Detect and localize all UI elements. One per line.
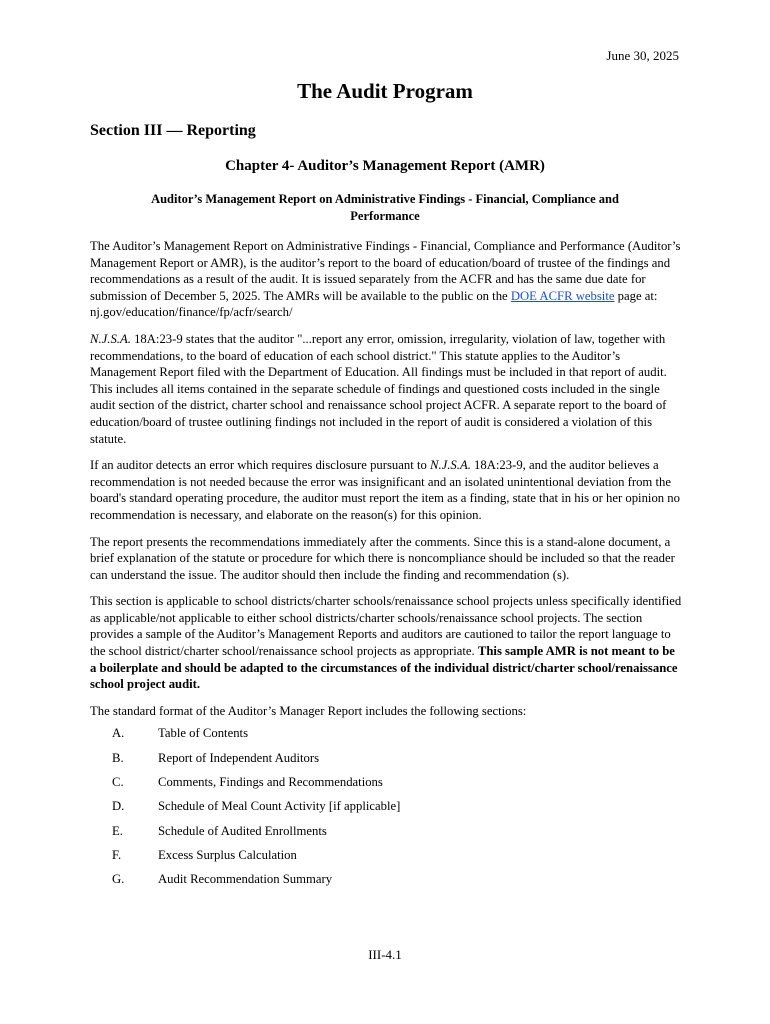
- paragraph-statute: [90, 331, 682, 447]
- paragraph-applicability: [90, 593, 682, 693]
- list-item: [90, 750, 682, 774]
- list-item-letter: F.: [112, 847, 122, 862]
- list-item-letter: A.: [112, 726, 125, 741]
- list-item-label: Schedule of Meal Count Activity [if applicable]: [158, 799, 401, 814]
- list-item-label: Schedule of Audited Enrollments: [158, 823, 327, 838]
- list-item: [90, 847, 682, 871]
- list-item-letter: C.: [112, 775, 124, 790]
- paragraph-text: If an auditor detects an error which requires disclosure pursuant to: [90, 458, 430, 473]
- list-item-letter: B.: [112, 750, 124, 765]
- document-title: The Audit Program: [297, 79, 473, 103]
- list-item-label: Audit Recommendation Summary: [158, 872, 333, 887]
- report-sections-list: [90, 725, 682, 895]
- list-item: [90, 823, 682, 847]
- list-item: [90, 774, 682, 798]
- paragraph-text: The Auditor’s Management Report on Administrative Findings - Financial, Compliance and Performance (Auditor’s Management Report or AMR), is the auditor’s report to the board of education/board of trustee of the findings and recommendations as a result of the audit. It is issued separately from the ACFR and has the same due date for submission of December 5, 2025. The AMRs will be available to the public on the: [90, 239, 681, 303]
- paragraph-amr-overview: [90, 238, 682, 321]
- statute-citation: N.J.S.A.: [90, 331, 131, 346]
- paragraph-text: 18A:23-9 states that the auditor "...report any error, omission, irregularity, violation of law, together with recommendations, to the board of education of each school district." This statute applies to the Auditor’s Management Report filed with the Department of Education. All findings must be included in that report of audit. This includes all items contained in the separate schedule of findings and questioned costs included in the single audit section of the district, charter school and renaissance school project ACFR. A separate report to the board of education/board of trustee outlining findings not included in the report of audit is considered a violation of this statute.: [90, 331, 667, 446]
- paragraph-text: The report presents the recommendations immediately after the comments. Since this is a stand-alone document, a brief explanation of the statute or procedure for which there is noncompliance should be included so that the reader can understand the issue. The auditor should then include the finding and recommendation (s).: [90, 534, 675, 582]
- list-item-label: Table of Contents: [158, 726, 249, 741]
- paragraph-text: This section is applicable to school districts/charter schools/renaissance school projects unless specifically identified as applicable/not applicable to either school districts/charter schools/renaissance school projects. The section provides a sample of the Auditor’s Management Reports and auditors are cautioned to tailor the report language to the school district/charter school/renaissance school projects as appropriate.: [90, 594, 682, 659]
- list-item: [90, 725, 682, 749]
- paragraph-text: The standard format of the Auditor’s Manager Report includes the following sections:: [90, 703, 527, 718]
- list-item: [90, 871, 682, 895]
- section-heading: Section III — Reporting: [90, 122, 256, 139]
- report-subtitle: Auditor’s Management Report on Administrative Findings - Financial, Compliance and Performance: [151, 192, 619, 223]
- list-item: [90, 798, 682, 822]
- list-item-letter: G.: [112, 872, 125, 887]
- boilerplate-warning: This sample AMR is not meant to be a boilerplate and should be adapted to the circumstances of the individual district/charter school/renaissance school project audit.: [90, 644, 678, 692]
- list-item-label: Excess Surplus Calculation: [158, 847, 297, 862]
- list-item-letter: E.: [112, 823, 123, 838]
- page-number: III-4.1: [368, 947, 402, 962]
- list-item-label: Report of Independent Auditors: [158, 750, 320, 765]
- list-item-letter: D.: [112, 799, 125, 814]
- paragraph-text: 18A:23-9, and the auditor believes a recommendation is not needed because the error was insignificant and an isolated unintentional deviation from the board's standard operating procedure, the auditor must report the item as a finding, state that in his or her opinion no recommendation is necessary, and elaborate on the reason(s) for this opinion.: [90, 458, 680, 522]
- paragraph-standard-format: [90, 703, 682, 720]
- chapter-heading: Chapter 4- Auditor’s Management Report (AMR): [225, 158, 545, 174]
- paragraph-text: page at: nj.gov/education/finance/fp/acfr/search/: [90, 288, 658, 320]
- paragraph-recommendations: [90, 534, 682, 584]
- doe-acfr-website-link[interactable]: DOE ACFR website: [510, 288, 615, 303]
- document-date: June 30, 2025: [606, 48, 679, 63]
- list-item-label: Comments, Findings and Recommendations: [158, 775, 383, 790]
- paragraph-error-disclosure: [90, 457, 682, 523]
- statute-citation: N.J.S.A.: [429, 458, 471, 473]
- document-body: [90, 238, 682, 896]
